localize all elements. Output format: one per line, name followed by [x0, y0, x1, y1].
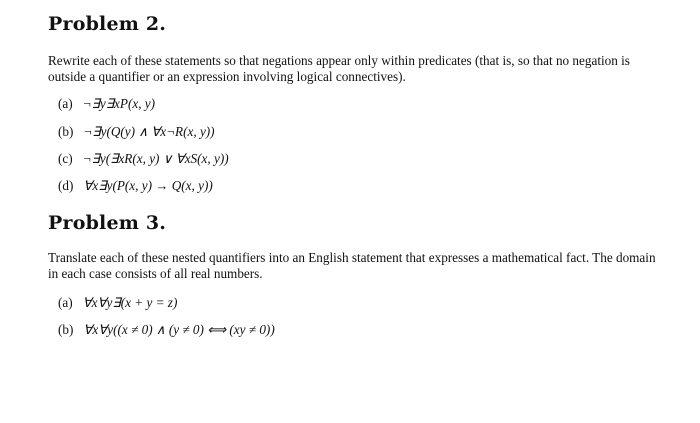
problem-2-item-c: [58, 151, 229, 167]
item-label: (b): [58, 322, 74, 337]
problem-3-item-b: [58, 322, 275, 338]
problem-3-heading: Problem 3.: [48, 212, 167, 234]
item-label: (c): [58, 151, 73, 166]
item-label: (a): [58, 295, 73, 310]
item-expression: ¬∃y∃xP(x, y): [82, 96, 156, 111]
problem-2-instructions: Rewrite each of these statements so that negations appear only within predicates (that is, so that no negation is outside a quantifier or an expression involving logical connectives).: [48, 53, 630, 84]
item-label: (b): [58, 124, 74, 139]
problem-2-item-a: [58, 96, 155, 112]
item-expression: ¬∃y(∃xR(x, y) ∨ ∀xS(x, y)): [82, 151, 229, 166]
problem-2-item-b: [58, 124, 215, 140]
problem-3-instructions: Translate each of these nested quantifiers into an English statement that expresses a mathematical fact. The domain in each case consists of all real numbers.: [48, 250, 656, 281]
item-label: (d): [58, 178, 74, 193]
problem-2-heading: Problem 2.: [48, 13, 167, 35]
item-expression: ∀x∀y((x ≠ 0) ∧ (y ≠ 0) ⟺ (xy ≠ 0)): [83, 322, 275, 337]
item-expression: ¬∃y(Q(y) ∧ ∀x¬R(x, y)): [83, 124, 215, 139]
problem-3-item-a: [58, 295, 177, 311]
item-expression: ∀x∃y(P(x, y) → Q(x, y)): [83, 178, 213, 193]
item-expression: ∀x∀y∃(x + y = z): [82, 295, 178, 310]
problem-2-item-d: [58, 178, 213, 194]
item-label: (a): [58, 96, 73, 111]
